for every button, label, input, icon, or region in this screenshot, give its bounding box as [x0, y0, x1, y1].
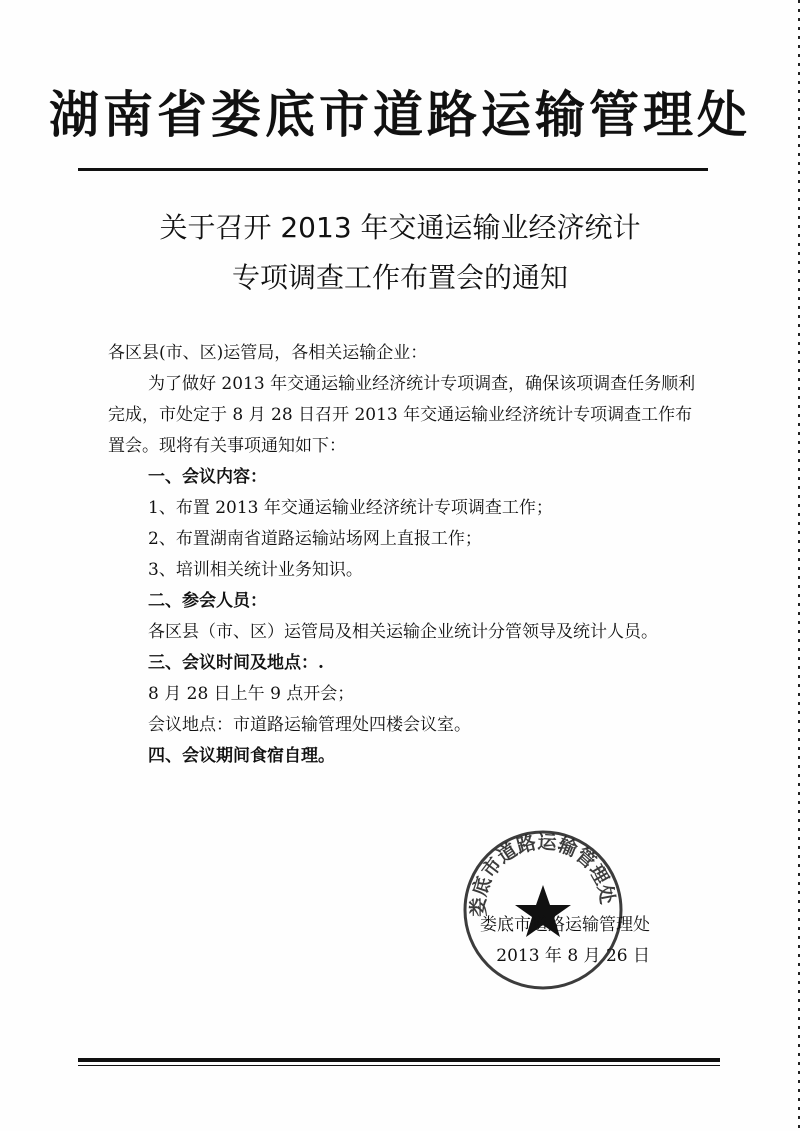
- footer-divider-thin: [78, 1065, 720, 1066]
- section-3-time: 8 月 28 日上午 9 点开会；: [148, 684, 355, 704]
- issuer-name: 娄底市道路运输管理处: [480, 915, 650, 935]
- section-1-item-3: 3、培训相关统计业务知识。: [148, 560, 363, 580]
- section-1-item-2: 2、布置湖南省道路运输站场网上直报工作；: [148, 529, 482, 549]
- header-divider: [78, 168, 708, 171]
- notice-body: [108, 338, 708, 772]
- section-2-text: 各区县（市、区）运管局及相关运输企业统计分管领导及统计人员。: [148, 622, 658, 642]
- footer-divider-thick: [78, 1058, 720, 1062]
- document-title-line-2: 专项调查工作布置会的通知: [231, 261, 568, 294]
- section-3-title: 三、会议时间及地点：.: [148, 653, 324, 673]
- salutation: 各区县(市、区)运管局，各相关运输企业：: [108, 343, 428, 363]
- section-1-title: 一、会议内容：: [148, 467, 267, 487]
- intro-paragraph: 为了做好 2013 年交通运输业经济统计专项调查，确保该项调查任务顺利完成，市处定于 8 月 28 日召开 2013 年交通运输业经济统计专项调查工作布置会。现将有关事项通知如下：: [108, 374, 696, 456]
- section-3-place: 会议地点：市道路运输管理处四楼会议室。: [148, 715, 471, 735]
- signature-block: [480, 910, 650, 972]
- issue-date: 2013 年 8 月 26 日: [496, 946, 650, 966]
- agency-header: 湖南省娄底市道路运输管理处: [49, 85, 751, 144]
- seal-text: 娄底市道路运输管理处: [467, 831, 619, 917]
- section-1-item-1: 1、布置 2013 年交通运输业经济统计专项调查工作；: [148, 498, 553, 518]
- document-title-line-1: 关于召开 2013 年交通运输业经济统计: [159, 211, 641, 244]
- section-4-title: 四、会议期间食宿自理。: [148, 746, 335, 766]
- section-2-title: 二、参会人员：: [148, 591, 267, 611]
